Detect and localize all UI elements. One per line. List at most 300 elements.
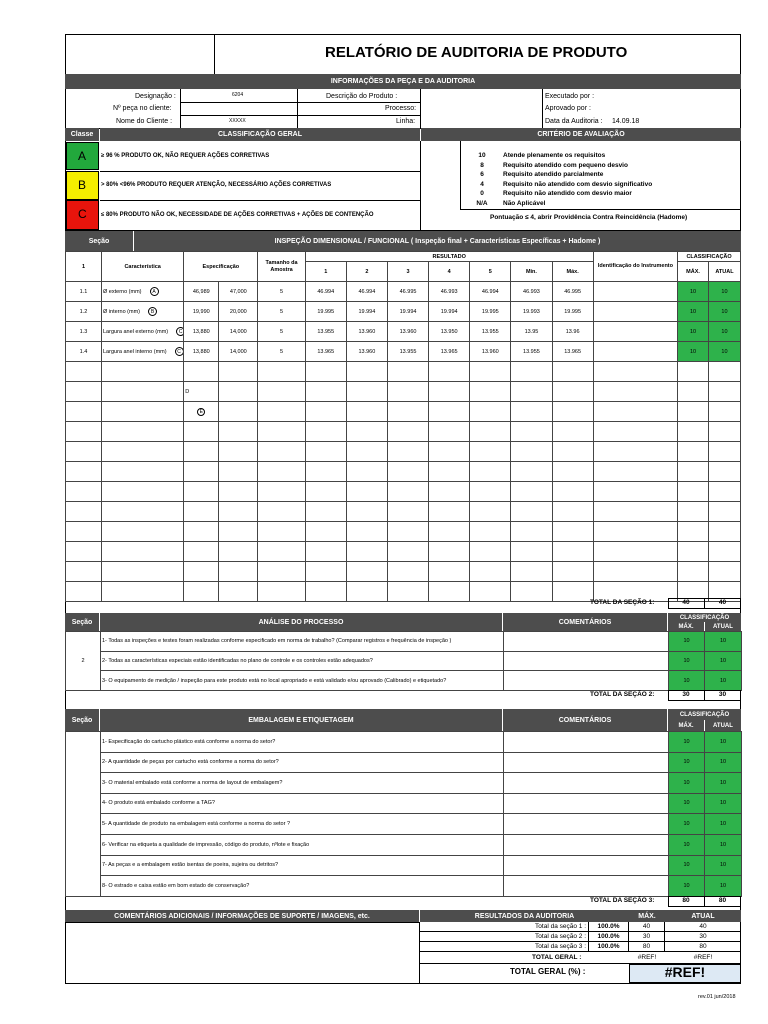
- resultado-col-header: Máx.: [552, 262, 593, 282]
- instrumento-header: Identificação do Instrumento: [593, 252, 677, 282]
- empty-cell[interactable]: [219, 442, 258, 462]
- empty-cell[interactable]: [66, 382, 102, 402]
- characteristic-name: Largura anel interno (mm): [103, 348, 167, 355]
- empty-cell[interactable]: [429, 442, 470, 462]
- class-max: 10: [678, 322, 709, 342]
- empty-cell[interactable]: [678, 442, 709, 462]
- empty-cell[interactable]: [102, 542, 184, 562]
- class-max: 10: [669, 773, 705, 794]
- processo-label: Processo:: [385, 105, 417, 112]
- instrument-id[interactable]: [593, 322, 677, 342]
- empty-cell[interactable]: [219, 582, 258, 602]
- sec3-total-atual: 80: [718, 897, 727, 904]
- measurement-value[interactable]: 13.950: [429, 322, 470, 342]
- empty-row: [66, 362, 741, 382]
- empty-cell[interactable]: [552, 442, 593, 462]
- class-atual: 10: [708, 282, 740, 302]
- question-row: [66, 651, 742, 671]
- resultado-col-header: 5: [470, 262, 511, 282]
- empty-cell[interactable]: [593, 502, 677, 522]
- characteristic-name: Ø interno (mm): [103, 308, 140, 315]
- measurement-value[interactable]: 13.965: [305, 342, 346, 362]
- comment-cell[interactable]: [504, 793, 669, 814]
- empty-cell[interactable]: [305, 462, 346, 482]
- criteria-score: 6: [480, 171, 484, 179]
- empty-cell[interactable]: [593, 442, 677, 462]
- empty-cell[interactable]: [387, 422, 428, 442]
- empty-cell[interactable]: [219, 422, 258, 442]
- criterio-header: CRITÉRIO DE AVALIAÇÃO: [421, 128, 741, 141]
- section-number: 2: [66, 632, 101, 691]
- criteria-score: N/A: [476, 199, 488, 207]
- empty-cell[interactable]: [552, 542, 593, 562]
- empty-cell[interactable]: [552, 382, 593, 402]
- measurement-value[interactable]: 13.960: [387, 322, 428, 342]
- empty-cell[interactable]: [66, 542, 102, 562]
- empty-cell[interactable]: [708, 562, 740, 582]
- empty-cell[interactable]: [219, 402, 258, 422]
- criteria-score: 0: [480, 190, 484, 198]
- empty-cell[interactable]: [708, 402, 740, 422]
- empty-cell[interactable]: [470, 502, 511, 522]
- empty-cell[interactable]: [258, 502, 305, 522]
- sec2-header: ANÁLISE DO PROCESSO: [100, 613, 502, 631]
- comment-cell[interactable]: [504, 876, 669, 897]
- empty-cell[interactable]: [708, 502, 740, 522]
- empty-cell[interactable]: [219, 482, 258, 502]
- class-atual: 10: [708, 302, 740, 322]
- empty-cell[interactable]: [593, 382, 677, 402]
- empty-cell[interactable]: [511, 502, 552, 522]
- empty-cell[interactable]: [552, 562, 593, 582]
- resultado-col-header: 3: [387, 262, 428, 282]
- spec-max: 14,000: [219, 322, 258, 342]
- comment-cell[interactable]: [504, 651, 669, 671]
- measurement-value[interactable]: 19.995: [470, 302, 511, 322]
- class-max: 10: [669, 793, 705, 814]
- empty-cell[interactable]: [102, 502, 184, 522]
- empty-cell[interactable]: [429, 582, 470, 602]
- empty-cell[interactable]: [593, 422, 677, 442]
- empty-cell[interactable]: [708, 542, 740, 562]
- inspection-row: [66, 282, 741, 302]
- measurement-value[interactable]: 19.994: [429, 302, 470, 322]
- empty-cell[interactable]: [593, 462, 677, 482]
- empty-cell[interactable]: [511, 582, 552, 602]
- empty-cell[interactable]: [102, 442, 184, 462]
- empty-cell[interactable]: [470, 402, 511, 422]
- empty-cell[interactable]: [470, 562, 511, 582]
- empty-cell[interactable]: [511, 362, 552, 382]
- empty-cell[interactable]: [552, 422, 593, 442]
- comment-cell[interactable]: [504, 834, 669, 855]
- empty-cell[interactable]: [387, 502, 428, 522]
- instrument-id[interactable]: [593, 282, 677, 302]
- empty-cell[interactable]: [305, 442, 346, 462]
- empty-cell[interactable]: [346, 362, 387, 382]
- empty-cell[interactable]: [184, 462, 219, 482]
- empty-cell[interactable]: [708, 462, 740, 482]
- question-text: 4- O produto está embalado conforme a TAG?: [101, 793, 504, 814]
- empty-cell[interactable]: [470, 362, 511, 382]
- empty-cell[interactable]: [184, 482, 219, 502]
- empty-cell[interactable]: [387, 482, 428, 502]
- measurement-value[interactable]: 19.993: [511, 302, 552, 322]
- measurement-value[interactable]: 19.995: [552, 302, 593, 322]
- bubble-icon: A: [150, 287, 159, 296]
- empty-cell[interactable]: [66, 402, 102, 422]
- empty-cell[interactable]: [219, 542, 258, 562]
- result-pct: 100.0%: [589, 922, 629, 932]
- empty-cell[interactable]: [429, 482, 470, 502]
- resultado-col-header: 4: [429, 262, 470, 282]
- empty-cell[interactable]: [708, 422, 740, 442]
- empty-cell[interactable]: [184, 402, 219, 422]
- measurement-value[interactable]: 19.994: [346, 302, 387, 322]
- empty-cell[interactable]: [593, 362, 677, 382]
- class-max: 10: [669, 671, 705, 691]
- empty-cell[interactable]: [678, 382, 709, 402]
- empty-cell[interactable]: [66, 582, 102, 602]
- sec3-max: MÁX.: [668, 720, 704, 731]
- empty-cell[interactable]: [593, 542, 677, 562]
- empty-cell[interactable]: [66, 522, 102, 542]
- measurement-value[interactable]: 46.993: [511, 282, 552, 302]
- empty-cell[interactable]: [511, 462, 552, 482]
- empty-cell[interactable]: [184, 502, 219, 522]
- empty-cell[interactable]: [184, 582, 219, 602]
- empty-cell[interactable]: [102, 422, 184, 442]
- empty-cell[interactable]: [305, 582, 346, 602]
- empty-cell[interactable]: [102, 562, 184, 582]
- empty-cell[interactable]: [511, 442, 552, 462]
- row-id: 1.1: [66, 282, 102, 302]
- empty-cell[interactable]: [470, 382, 511, 402]
- empty-cell[interactable]: [429, 402, 470, 422]
- cliente-label: Nome do Cliente :: [116, 118, 173, 125]
- empty-cell[interactable]: [387, 442, 428, 462]
- empty-cell[interactable]: [102, 402, 184, 422]
- executado-label: Executado por :: [545, 93, 595, 100]
- criteria-text: Requisito não atendido com desvio maior: [503, 190, 632, 198]
- sec2-secao-label: Seção: [65, 613, 99, 631]
- empty-cell[interactable]: [258, 522, 305, 542]
- measurement-value[interactable]: 46.994: [470, 282, 511, 302]
- empty-cell[interactable]: [346, 442, 387, 462]
- empty-cell[interactable]: [678, 362, 709, 382]
- empty-cell[interactable]: [184, 562, 219, 582]
- criteria-row: [461, 180, 741, 190]
- empty-cell[interactable]: [470, 582, 511, 602]
- empty-cell[interactable]: [708, 362, 740, 382]
- empty-cell[interactable]: [708, 442, 740, 462]
- total-geral-atual: #REF!: [693, 954, 713, 961]
- empty-cell[interactable]: [219, 502, 258, 522]
- empty-row: [66, 422, 741, 442]
- measurement-value[interactable]: 13.955: [305, 322, 346, 342]
- marker-d[interactable]: D: [184, 382, 219, 402]
- empty-cell[interactable]: [258, 582, 305, 602]
- question-row: [66, 752, 742, 773]
- empty-cell[interactable]: [66, 442, 102, 462]
- criteria-list: [461, 151, 741, 208]
- question-text: 2- Todas as características especiais estão identificadas no plano de controle e os controles estão adequados?: [101, 651, 504, 671]
- empty-cell[interactable]: [511, 422, 552, 442]
- empty-cell[interactable]: [258, 462, 305, 482]
- instrument-id[interactable]: [593, 302, 677, 322]
- empty-cell[interactable]: [219, 362, 258, 382]
- empty-cell[interactable]: [593, 482, 677, 502]
- empty-cell[interactable]: [258, 362, 305, 382]
- empty-cell[interactable]: [66, 362, 102, 382]
- empty-cell[interactable]: [387, 402, 428, 422]
- empty-cell[interactable]: [305, 522, 346, 542]
- question-text: 7- As peças e a embalagem estão isentas de poeira, sujeira ou detritos?: [101, 855, 504, 876]
- comment-cell[interactable]: [504, 671, 669, 691]
- sec2-total-max: 30: [682, 691, 690, 698]
- class-atual: 10: [705, 732, 742, 753]
- empty-cell[interactable]: [184, 522, 219, 542]
- empty-cell[interactable]: [511, 382, 552, 402]
- measurement-value[interactable]: 13.965: [429, 342, 470, 362]
- empty-cell[interactable]: [102, 522, 184, 542]
- revision-footer: rev.01 jun/2018: [698, 994, 736, 1000]
- empty-cell[interactable]: [470, 522, 511, 542]
- criteria-row: [461, 161, 741, 171]
- measurement-value[interactable]: 19.994: [387, 302, 428, 322]
- empty-cell[interactable]: [305, 362, 346, 382]
- empty-cell[interactable]: [387, 382, 428, 402]
- measurement-value[interactable]: 13.960: [346, 342, 387, 362]
- data-value[interactable]: 14.09.18: [612, 118, 640, 125]
- empty-cell[interactable]: [258, 562, 305, 582]
- empty-cell[interactable]: [346, 482, 387, 502]
- result-max: 30: [629, 932, 665, 942]
- comments-area[interactable]: [65, 922, 420, 984]
- empty-cell[interactable]: [346, 542, 387, 562]
- empty-cell[interactable]: [346, 502, 387, 522]
- empty-cell[interactable]: [470, 422, 511, 442]
- measurement-value[interactable]: 46.994: [305, 282, 346, 302]
- empty-cell[interactable]: [593, 402, 677, 422]
- empty-cell[interactable]: [429, 542, 470, 562]
- empty-cell[interactable]: [593, 562, 677, 582]
- empty-cell[interactable]: [346, 422, 387, 442]
- measurement-value[interactable]: 13.955: [470, 322, 511, 342]
- empty-cell[interactable]: [387, 522, 428, 542]
- measurement-value[interactable]: 46.995: [552, 282, 593, 302]
- question-row: [66, 671, 742, 691]
- empty-cell[interactable]: [387, 462, 428, 482]
- empty-cell[interactable]: [387, 362, 428, 382]
- empty-cell[interactable]: [678, 502, 709, 522]
- empty-cell[interactable]: [552, 522, 593, 542]
- empty-cell[interactable]: [470, 482, 511, 502]
- empty-cell[interactable]: [511, 562, 552, 582]
- empty-cell[interactable]: [102, 482, 184, 502]
- empty-cell[interactable]: [346, 402, 387, 422]
- empty-cell[interactable]: [219, 522, 258, 542]
- empty-cell[interactable]: [552, 502, 593, 522]
- empty-cell[interactable]: [258, 442, 305, 462]
- sec2-total-label: TOTAL DA SEÇÃO 2:: [590, 691, 655, 698]
- empty-cell[interactable]: [66, 462, 102, 482]
- empty-cell[interactable]: [470, 442, 511, 462]
- measurement-value[interactable]: 13.955: [387, 342, 428, 362]
- criteria-text: Requisito atendido com pequeno desvio: [503, 161, 628, 169]
- empty-cell[interactable]: [346, 522, 387, 542]
- class-max: 10: [669, 632, 705, 652]
- comment-cell[interactable]: [504, 752, 669, 773]
- criteria-text: Requisito não atendido com desvio significativo: [503, 180, 653, 188]
- empty-cell[interactable]: [102, 582, 184, 602]
- question-row: [66, 793, 742, 814]
- sec3-atual: ATUAL: [705, 720, 741, 731]
- empty-cell[interactable]: [429, 462, 470, 482]
- criteria-text: Atende plenamente os requisitos: [503, 152, 606, 160]
- class-max: 10: [669, 855, 705, 876]
- empty-cell[interactable]: [305, 402, 346, 422]
- empty-cell[interactable]: [429, 502, 470, 522]
- total-geral-label: TOTAL GERAL :: [532, 954, 582, 961]
- empty-cell[interactable]: [511, 522, 552, 542]
- empty-cell[interactable]: [552, 482, 593, 502]
- empty-cell[interactable]: [387, 542, 428, 562]
- measurement-value[interactable]: 46.994: [346, 282, 387, 302]
- empty-cell[interactable]: [429, 522, 470, 542]
- empty-cell[interactable]: [678, 462, 709, 482]
- empty-cell[interactable]: [511, 402, 552, 422]
- question-row: [66, 834, 742, 855]
- comment-cell[interactable]: [504, 773, 669, 794]
- resultado-col-header: Mín.: [511, 262, 552, 282]
- empty-cell[interactable]: [102, 362, 184, 382]
- empty-cell[interactable]: [678, 482, 709, 502]
- empty-cell[interactable]: [552, 362, 593, 382]
- inspection-table: [65, 251, 741, 602]
- empty-cell[interactable]: [511, 542, 552, 562]
- empty-cell[interactable]: [184, 542, 219, 562]
- comment-cell[interactable]: [504, 814, 669, 835]
- empty-cell[interactable]: [305, 562, 346, 582]
- empty-cell[interactable]: [708, 382, 740, 402]
- empty-cell[interactable]: [305, 502, 346, 522]
- empty-cell[interactable]: [552, 582, 593, 602]
- designacao-label: Designação :: [135, 93, 176, 100]
- empty-cell[interactable]: [305, 542, 346, 562]
- empty-cell[interactable]: [593, 522, 677, 542]
- spec-max: 20,000: [219, 302, 258, 322]
- measurement-value[interactable]: 19.995: [305, 302, 346, 322]
- empty-cell[interactable]: [708, 482, 740, 502]
- measurement-value[interactable]: 13.955: [511, 342, 552, 362]
- measurement-value[interactable]: 13.960: [346, 322, 387, 342]
- empty-cell[interactable]: [346, 462, 387, 482]
- class-a-letter: A: [78, 149, 87, 163]
- comment-cell[interactable]: [504, 632, 669, 652]
- empty-cell[interactable]: [66, 502, 102, 522]
- bubble-icon: C: [175, 347, 184, 356]
- empty-cell[interactable]: [678, 562, 709, 582]
- sec3-total-max: 80: [682, 897, 690, 904]
- empty-cell[interactable]: [387, 582, 428, 602]
- question-text: 1- Especificação do cartucho plástico está conforme a norma do setor?: [101, 732, 504, 753]
- empty-cell[interactable]: [346, 582, 387, 602]
- empty-cell[interactable]: [258, 382, 305, 402]
- cliente-value[interactable]: XXXXX: [229, 118, 246, 124]
- criteria-score: 8: [480, 161, 484, 169]
- empty-cell[interactable]: [184, 422, 219, 442]
- empty-cell[interactable]: [258, 402, 305, 422]
- empty-cell[interactable]: [66, 422, 102, 442]
- question-text: 3- O material embalado está conforme a norma de layout de embalagem?: [101, 773, 504, 794]
- empty-cell[interactable]: [346, 382, 387, 402]
- empty-cell[interactable]: [184, 442, 219, 462]
- measurement-value[interactable]: 46.995: [387, 282, 428, 302]
- empty-cell[interactable]: [429, 382, 470, 402]
- empty-cell[interactable]: [429, 562, 470, 582]
- empty-cell[interactable]: [678, 422, 709, 442]
- measurement-value[interactable]: 46.993: [429, 282, 470, 302]
- instrument-id[interactable]: [593, 342, 677, 362]
- question-text: 1- Todas as inspeções e testes foram realizadas conforme especificado em norma de trabalho? (Comparar registros e frequência de inspeção ): [101, 632, 504, 652]
- empty-cell[interactable]: [305, 482, 346, 502]
- empty-cell[interactable]: [678, 402, 709, 422]
- measurement-value[interactable]: 13.960: [470, 342, 511, 362]
- empty-cell[interactable]: [66, 562, 102, 582]
- result-max: 80: [629, 942, 665, 952]
- comment-cell[interactable]: [504, 855, 669, 876]
- empty-cell[interactable]: [429, 362, 470, 382]
- empty-cell[interactable]: [219, 562, 258, 582]
- empty-cell[interactable]: [258, 422, 305, 442]
- empty-cell[interactable]: [184, 362, 219, 382]
- empty-cell[interactable]: [258, 542, 305, 562]
- empty-cell[interactable]: [470, 462, 511, 482]
- empty-cell[interactable]: [102, 462, 184, 482]
- empty-cell[interactable]: [511, 482, 552, 502]
- empty-cell[interactable]: [219, 462, 258, 482]
- empty-cell[interactable]: [305, 422, 346, 442]
- empty-cell[interactable]: [708, 522, 740, 542]
- class-max: 10: [669, 876, 705, 897]
- empty-cell[interactable]: [470, 542, 511, 562]
- empty-cell[interactable]: [258, 482, 305, 502]
- empty-cell[interactable]: [387, 562, 428, 582]
- empty-cell[interactable]: [305, 382, 346, 402]
- empty-cell[interactable]: [678, 542, 709, 562]
- empty-row: [66, 562, 741, 582]
- measurement-value[interactable]: 13.96: [552, 322, 593, 342]
- empty-cell[interactable]: [346, 562, 387, 582]
- empty-cell[interactable]: [552, 402, 593, 422]
- measurement-value[interactable]: 13.95: [511, 322, 552, 342]
- classificacao-header-1: CLASSIFICAÇÃO: [678, 252, 741, 262]
- empty-cell[interactable]: [429, 422, 470, 442]
- empty-cell[interactable]: [552, 462, 593, 482]
- measurement-value[interactable]: 13.965: [552, 342, 593, 362]
- empty-cell[interactable]: [219, 382, 258, 402]
- aprovado-label: Aprovado por :: [545, 105, 591, 112]
- classificacao-header: CLASSIFICAÇÃO GERAL: [100, 128, 420, 141]
- class-a-text: ≥ 96 % PRODUTO OK, NÃO REQUER AÇÕES CORRETIVAS: [101, 153, 270, 159]
- empty-cell[interactable]: [66, 482, 102, 502]
- comment-cell[interactable]: [504, 732, 669, 753]
- empty-cell[interactable]: [102, 382, 184, 402]
- designacao-value[interactable]: 6204: [232, 92, 244, 98]
- empty-cell[interactable]: [678, 522, 709, 542]
- question-row: [66, 773, 742, 794]
